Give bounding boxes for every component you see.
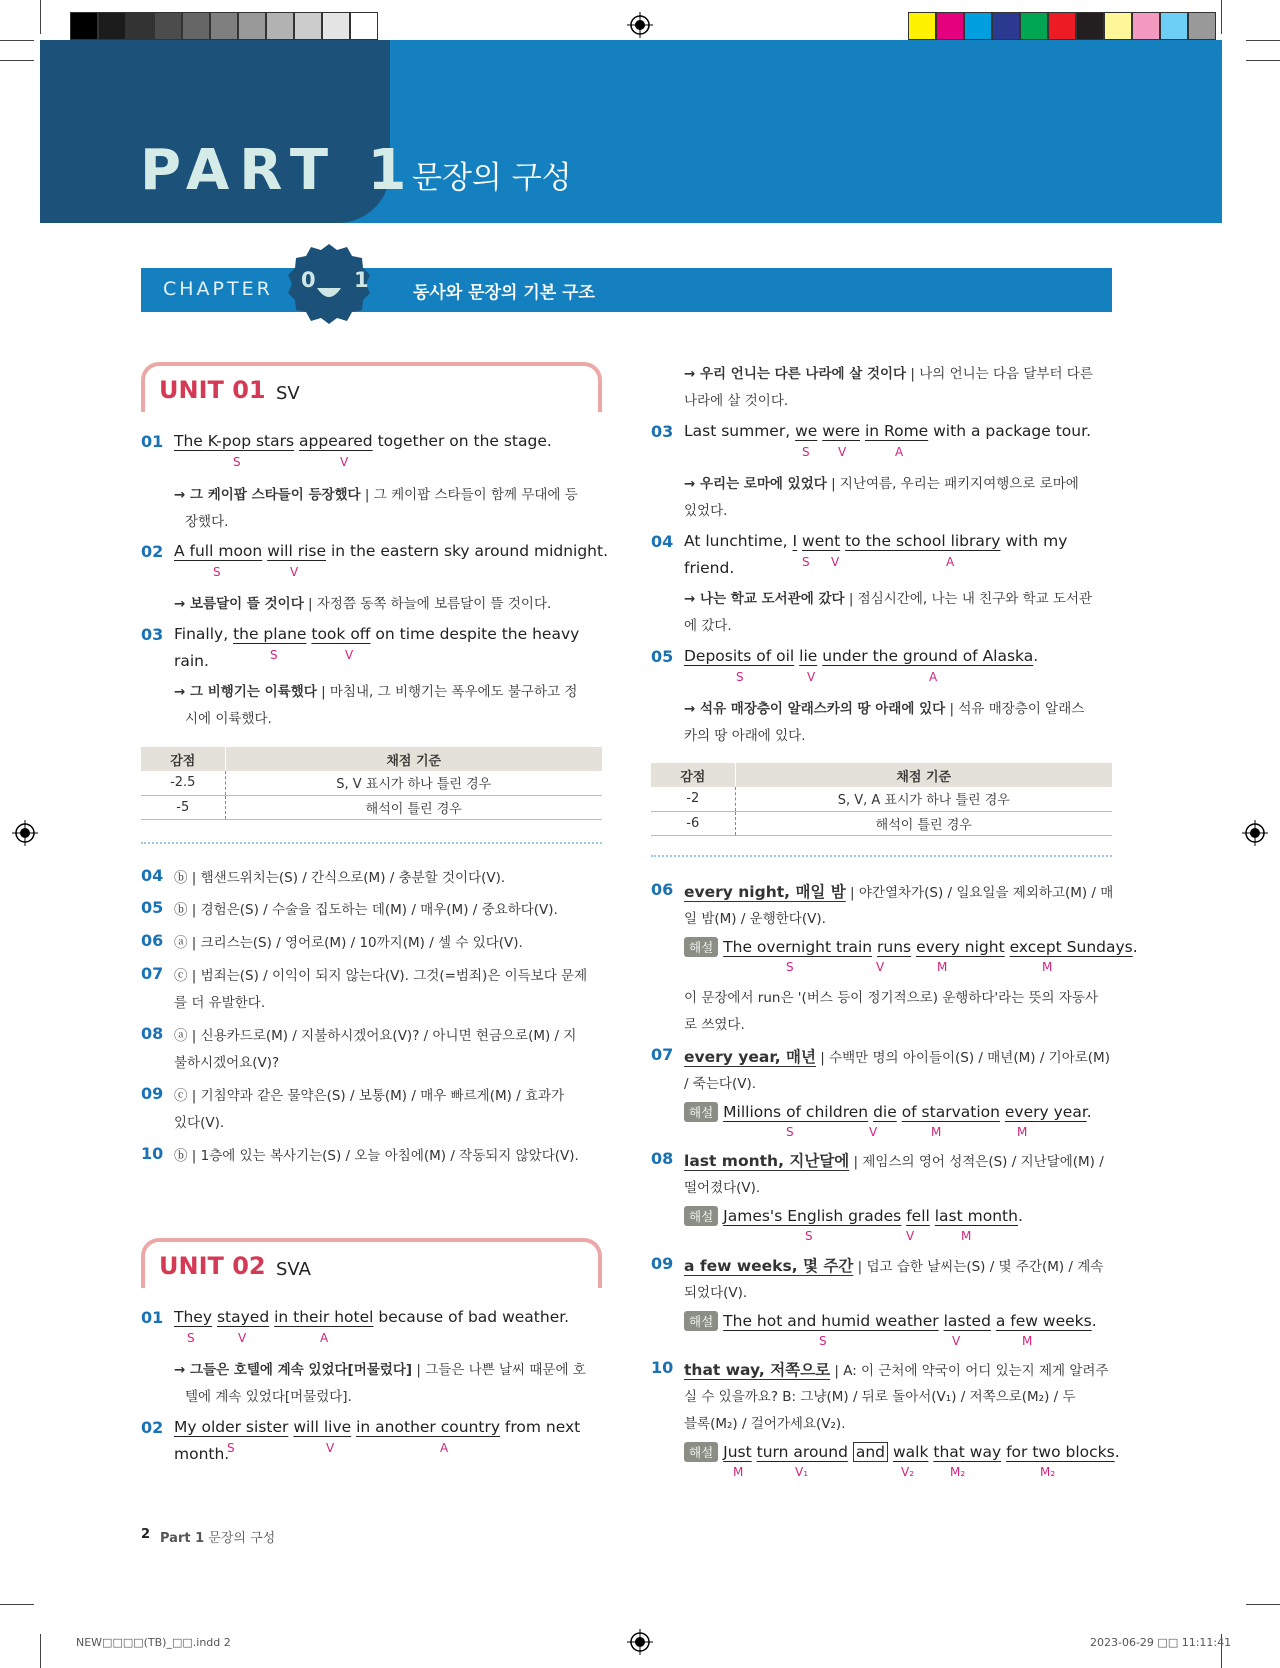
crop-mark [0, 60, 34, 61]
table-row: -2 S, V, A 표시가 하나 틀린 경우 [651, 787, 1112, 811]
note-line: 이 문장에서 run은 '(버스 등이 정기적으로) 운행하다'라는 뜻의 자동사 [684, 990, 1099, 1006]
question-sentence: Deposits of oil lie under the ground of Alaska. [684, 647, 1039, 665]
registration-mark-icon [12, 820, 38, 846]
explanation-tag: 해설 [684, 1442, 718, 1462]
item-number: 05 [651, 647, 674, 666]
verb-label: V [807, 670, 816, 684]
explanation-sentence: 해설 The overnight train runs every night except Sundays. [684, 937, 1138, 957]
question-sentence: Finally, the plane took off on time despite the heavy [174, 625, 580, 643]
translation-line-2: 에 갔다. [684, 618, 732, 634]
verb-label: V [869, 1125, 878, 1139]
question-sentence: The K-pop stars appeared together on the stage. [174, 432, 552, 450]
scoring-table [141, 747, 602, 820]
registration-mark-icon [627, 1629, 653, 1655]
chapter-digit-1: 0 [301, 268, 316, 292]
modifier-label: M [1022, 1334, 1033, 1348]
chapter-bar [141, 268, 1112, 312]
crop-mark [40, 0, 41, 34]
adverbial-label: A [946, 555, 955, 569]
verb-label: V [238, 1331, 247, 1345]
question-sentence: A full moon will rise in the eastern sky around midnight. [174, 542, 609, 560]
translation: → 그 케이팝 스타들이 등장했다 | 그 케이팝 스타들이 함께 무대에 등 [174, 487, 578, 503]
subject-label: S [802, 445, 810, 459]
explanation-tag: 해설 [684, 1311, 718, 1331]
chapter-word: CHAPTER [163, 278, 273, 300]
item-number: 10 [141, 1144, 164, 1163]
answer-line: ⓐ | 신용카드로(M) / 지불하시겠어요(V)? / 아니면 현금으로(M) / 지 [174, 1028, 577, 1044]
item-number: 10 [651, 1358, 674, 1377]
subject-label: S [270, 648, 278, 662]
table-header: 감점 [651, 763, 735, 787]
grayscale-swatches [70, 12, 378, 40]
question-sentence: They stayed in their hotel because of bad weather. [174, 1308, 570, 1326]
subject-label: S [187, 1331, 195, 1345]
table-header: 감점 [141, 747, 225, 771]
item-number: 02 [141, 1418, 164, 1437]
translation: → 우리는 로마에 있었다 | 지난여름, 우리는 패키지여행으로 로마에 [684, 476, 1079, 492]
unit-01-header [141, 362, 602, 412]
crop-mark [40, 1634, 41, 1668]
color-swatches [908, 12, 1216, 40]
verb-label: V [838, 445, 847, 459]
answer-line: ⓐ | 크리스는(S) / 영어로(M) / 10까지(M) / 셀 수 있다(V). [174, 935, 523, 951]
scoring-table [651, 763, 1112, 836]
question-sentence: My older sister will live in another country from next [174, 1418, 581, 1436]
item-number: 08 [651, 1149, 674, 1168]
adverbial-label: A [895, 445, 904, 459]
part-subtitle: 문장의 구성 [412, 160, 572, 196]
explanation-tag: 해설 [684, 1206, 718, 1226]
answer-line: ⓑ | 경험은(S) / 수술을 집도하는 데(M) / 매우(M) / 중요하다(V). [174, 902, 558, 918]
adverbial-label: A [320, 1331, 329, 1345]
subject-label: S [805, 1229, 813, 1243]
subject-label: S [736, 670, 744, 684]
unit-type: SV [276, 383, 300, 404]
item-number: 06 [651, 880, 674, 899]
verb-label: V [952, 1334, 961, 1348]
explanation-sentence: 해설 Just turn around and walk that way for two blocks. [684, 1442, 1120, 1462]
question-sentence: At lunchtime, I went to the school library with my [684, 532, 1068, 550]
adverbial-label: A [440, 1441, 449, 1455]
modifier2-label: M₂ [1040, 1465, 1056, 1479]
translation-line-2: 있었다. [684, 503, 728, 519]
dotted-divider [651, 855, 1112, 857]
item-number: 09 [141, 1084, 164, 1103]
verb-label: V [326, 1441, 335, 1455]
answer-line: ⓑ | 햄샌드위치는(S) / 간식으로(M) / 충분할 것이다(V). [174, 870, 506, 886]
answer-line: ⓒ | 범죄는(S) / 이익이 되지 않는다(V). 그것(=범죄)은 이득보다 문제 [174, 968, 588, 984]
registration-mark-icon [1242, 820, 1268, 846]
translation: → 나는 학교 도서관에 갔다 | 점심시간에, 나는 내 친구와 학교 도서관 [684, 591, 1093, 607]
answer-line: ⓑ | 1층에 있는 복사기는(S) / 오늘 아침에(M) / 작동되지 않았다(V). [174, 1148, 579, 1164]
subject-label: S [802, 555, 810, 569]
modifier-label: M [937, 960, 948, 974]
table-header: 채점 기준 [735, 763, 1112, 787]
question-sentence-line-2: rain. [174, 652, 209, 670]
answer-line: a few weeks, 몇 주간 | 덥고 습한 날씨는(S) / 몇 주간(M) / 계속 [684, 1257, 1104, 1275]
answer-line-2: / 죽는다(V). [684, 1076, 757, 1092]
explanation-sentence: 해설 Millions of children die of starvation every year. [684, 1102, 1092, 1122]
unit-title: UNIT 02 [159, 1252, 266, 1280]
answer-line: that way, 저쪽으로 | A: 이 근처에 약국이 어디 있는지 제게 알려주 [684, 1361, 1109, 1379]
answer-line-2: 있다(V). [174, 1115, 225, 1131]
unit-type: SVA [276, 1259, 311, 1280]
crop-mark [1246, 60, 1280, 61]
registration-mark-icon [627, 12, 653, 38]
item-number: 04 [651, 532, 674, 551]
translation-line-2: 시에 이륙했다. [185, 711, 272, 727]
modifier-label: M [961, 1229, 972, 1243]
conjunction-box: and [853, 1442, 888, 1462]
subject-label: S [786, 1125, 794, 1139]
explanation-sentence: 해설 The hot and humid weather lasted a few weeks. [684, 1311, 1097, 1331]
translation: → 그들은 호텔에 계속 있었다[머물렀다] | 그들은 나쁜 날씨 때문에 호 [174, 1362, 586, 1378]
question-sentence-line-2: friend. [684, 559, 735, 577]
question-sentence-line-2: month. [174, 1445, 230, 1463]
explanation-tag: 해설 [684, 1102, 718, 1122]
modifier-label: M [733, 1465, 744, 1479]
crop-mark [0, 1604, 34, 1605]
answer-line-2: 일 밤(M) / 운행한다(V). [684, 911, 826, 927]
verb-label: V [876, 960, 885, 974]
table-row: -5 해석이 틀린 경우 [141, 795, 602, 819]
page-number: 2 [141, 1527, 151, 1542]
item-number: 02 [141, 542, 164, 561]
subject-label: S [819, 1334, 827, 1348]
item-number: 03 [141, 625, 164, 644]
answer-line-2: 를 더 유발한다. [174, 995, 266, 1011]
modifier2-label: M₂ [950, 1465, 966, 1479]
subject-label: S [227, 1441, 235, 1455]
item-number: 07 [141, 964, 164, 983]
subject-label: S [786, 960, 794, 974]
unit-title: UNIT 01 [159, 376, 266, 404]
chapter-title: 동사와 문장의 기본 구조 [413, 283, 595, 303]
verb-label: V [340, 455, 349, 469]
verb-label: V [906, 1229, 915, 1243]
answer-line: last month, 지난달에 | 제임스의 영어 성적은(S) / 지난달에(M) / [684, 1152, 1104, 1170]
crop-mark [1246, 40, 1280, 41]
explanation-sentence: 해설 James's English grades fell last month. [684, 1206, 1023, 1226]
translation-line-2: 카의 땅 아래에 있다. [684, 728, 806, 744]
item-number: 04 [141, 866, 164, 885]
verb1-label: V₁ [795, 1465, 809, 1479]
item-number: 03 [651, 422, 674, 441]
item-number: 01 [141, 1308, 164, 1327]
item-number: 01 [141, 432, 164, 451]
translation-line-2: 장했다. [185, 514, 229, 530]
item-number: 06 [141, 931, 164, 950]
file-info: NEW□□□□(TB)_□□.indd 2 [76, 1636, 231, 1649]
translation-line-2: 나라에 살 것이다. [684, 393, 789, 409]
crop-mark [0, 40, 34, 41]
table-row: -2.5 S, V 표시가 하나 틀린 경우 [141, 771, 602, 795]
explanation-tag: 해설 [684, 937, 718, 957]
verb-label: V [831, 555, 840, 569]
part-label: PART 1 [140, 138, 417, 203]
adverbial-label: A [929, 670, 938, 684]
dotted-divider [141, 842, 602, 844]
answer-line-3: 블록(M₂) / 걸어가세요(V₂). [684, 1416, 846, 1432]
crop-mark [1246, 1604, 1280, 1605]
translation: → 보름달이 뜰 것이다 | 자정쯤 동쪽 하늘에 보름달이 뜰 것이다. [174, 596, 552, 612]
answer-line: every year, 매년 | 수백만 명의 아이들이(S) / 매년(M) / 기아로(M) [684, 1048, 1110, 1066]
verb-label: V [345, 648, 354, 662]
chapter-digit-2: 1 [354, 268, 369, 292]
print-timestamp: 2023-06-29 □□ 11:11:41 [1090, 1636, 1232, 1649]
translation: → 그 비행기는 이륙했다 | 마침내, 그 비행기는 폭우에도 불구하고 정 [174, 684, 578, 700]
item-number: 07 [651, 1045, 674, 1064]
running-footer: Part 1 문장의 구성 [160, 1531, 276, 1546]
item-number: 09 [651, 1254, 674, 1273]
subject-label: S [233, 455, 241, 469]
answer-line: every night, 매일 밤 | 야간열차가(S) / 일요일을 제외하고(M) / 매 [684, 883, 1114, 901]
answer-line-2: 떨어졌다(V). [684, 1180, 761, 1196]
note-line-2: 로 쓰였다. [684, 1017, 745, 1033]
translation-line-2: 텔에 계속 있었다[머물렀다]. [185, 1389, 352, 1405]
part-header [40, 40, 1222, 223]
answer-line-2: 불하시겠어요(V)? [174, 1055, 280, 1071]
verb2-label: V₂ [901, 1465, 915, 1479]
table-row: -6 해석이 틀린 경우 [651, 811, 1112, 835]
unit-02-header [141, 1238, 602, 1288]
crop-mark [1221, 0, 1222, 34]
translation: → 석유 매장층이 알래스카의 땅 아래에 있다 | 석유 매장층이 알래스 [684, 701, 1085, 717]
answer-line: ⓒ | 기침약과 같은 물약은(S) / 보통(M) / 매우 빠르게(M) / 효과가 [174, 1088, 565, 1104]
modifier-label: M [1017, 1125, 1028, 1139]
item-number: 05 [141, 898, 164, 917]
answer-line-2: 실 수 있을까요? B: 그냥(M) / 뒤로 돌아서(V₁) / 저쪽으로(M₂) / 두 [684, 1389, 1076, 1405]
subject-label: S [213, 565, 221, 579]
translation: → 우리 언니는 다른 나라에 살 것이다 | 나의 언니는 다음 달부터 다른 [684, 366, 1093, 382]
item-number: 08 [141, 1024, 164, 1043]
modifier-label: M [1042, 960, 1053, 974]
verb-label: V [290, 565, 299, 579]
modifier-label: M [931, 1125, 942, 1139]
question-sentence: Last summer, we were in Rome with a package tour. [684, 422, 1091, 440]
answer-line-2: 되었다(V). [684, 1285, 748, 1301]
table-header: 채점 기준 [225, 747, 602, 771]
